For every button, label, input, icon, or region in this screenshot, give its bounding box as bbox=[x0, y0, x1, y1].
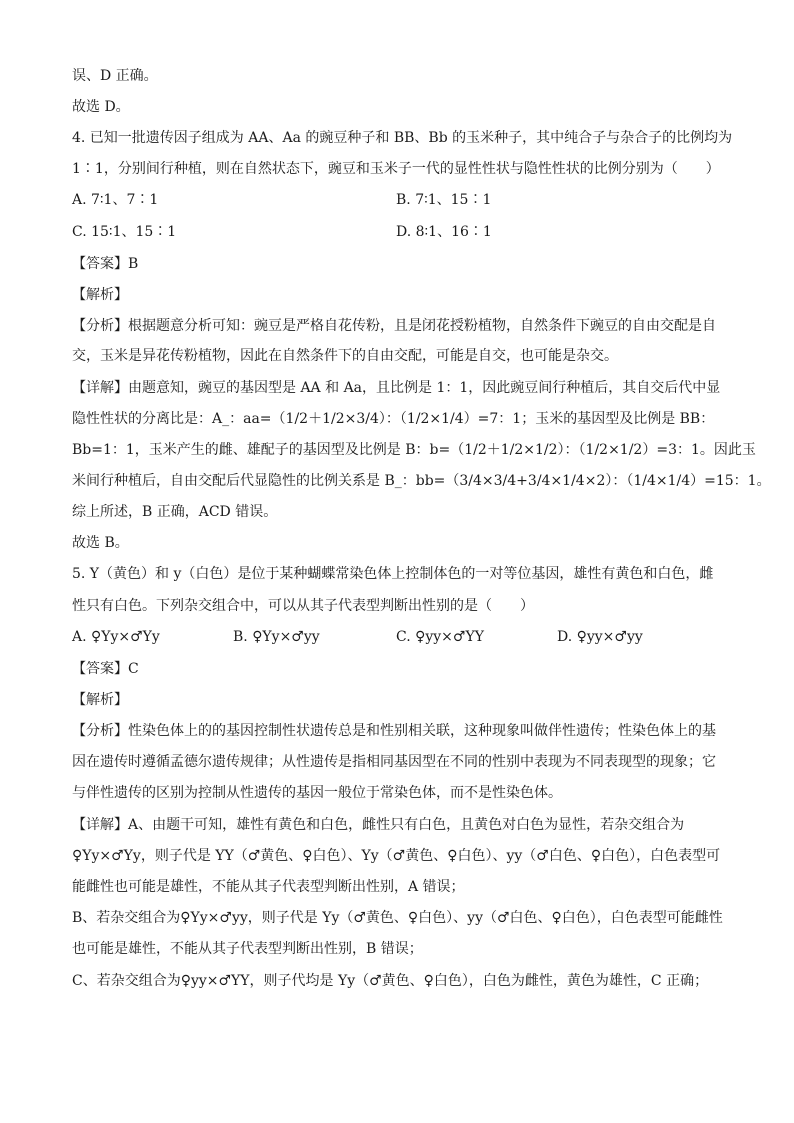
text-line: C、若杂交组合为♀yy×♂YY，则子代均是 Yy（♂黄色、♀白色），白色为雌性，黄色为雄性，C 正确； bbox=[72, 973, 709, 989]
text-line: 交，玉米是异花传粉植物，因此在自然条件下的自由交配，可能是自交，也可能是杂交。 bbox=[72, 348, 618, 364]
text-line: 综上所述，B 正确，ACD 错误。 bbox=[72, 504, 278, 520]
text-line: 也可能是雄性，不能从其子代表型判断出性别，B 错误； bbox=[72, 941, 423, 957]
q4-option-c: C. 15∶1、15∶1 bbox=[72, 224, 177, 240]
answer-label: 【答案】C bbox=[72, 661, 139, 677]
q5-option-b: B. ♀Yy×♂yy bbox=[233, 629, 320, 645]
text-line: ♀Yy×♂Yy，则子代是 YY（♂黄色、♀白色）、Yy（♂黄色、♀白色）、yy（♂白色、♀白色），白色表型可 bbox=[72, 848, 721, 864]
q4-option-b: B. 7∶1、15∶1 bbox=[396, 192, 492, 208]
text-line: 【分析】根据题意分析可知：豌豆是严格自花传粉，且是闭花授粉植物，自然条件下豌豆的自由交配是自 bbox=[72, 318, 716, 334]
text-line: 隐性性状的分离比是：A_：aa=（1/2＋1/2×3/4）：（1/2×1/4）=7：1；玉米的基因型及比例是 BB： bbox=[72, 411, 715, 427]
text-line: 误、D 正确。 bbox=[72, 68, 158, 84]
q5-option-a: A. ♀Yy×♂Yy bbox=[72, 629, 160, 645]
q5-option-d: D. ♀yy×♂yy bbox=[557, 629, 643, 645]
analysis-heading: 【解析】 bbox=[72, 692, 128, 708]
text-line: B、若杂交组合为♀Yy×♂yy，则子代是 Yy（♂黄色、♀白色）、yy（♂白色、♀白色），白色表型可能雌性 bbox=[72, 910, 723, 926]
question-4-stem: 4. 已知一批遗传因子组成为 AA、Aa 的豌豆种子和 BB、Bb 的玉米种子，其中纯合子与杂合子的比例均为 bbox=[72, 130, 733, 146]
text-line: 故选 B。 bbox=[72, 535, 129, 551]
question-5-stem: 5. Y（黄色）和 y（白色）是位于某种蝴蝶常染色体上控制体色的一对等位基因，雄性有黄色和白色，雌 bbox=[72, 566, 714, 582]
text-line: 【详解】A、由题干可知，雄性有黄色和白色，雌性只有白色，且黄色对白色为显性，若杂交组合为 bbox=[72, 817, 685, 833]
text-line: 与伴性遗传的区别为控制从性遗传的基因一般位于常染色体，而不是性染色体。 bbox=[72, 785, 562, 801]
question-4-stem: 1∶1，分别间行种植，则在自然状态下，豌豆和玉米子一代的显性性状与隐性性状的比例分别为（ ） bbox=[72, 161, 720, 177]
answer-label: 【答案】B bbox=[72, 256, 139, 272]
q5-option-c: C. ♀yy×♂YY bbox=[396, 629, 484, 645]
text-line: 因在遗传时遵循孟德尔遗传规律；从性遗传是指相同基因型在不同的性别中表现为不同表现型的现象；它 bbox=[72, 754, 716, 770]
text-line: 故选 D。 bbox=[72, 99, 130, 115]
text-line: 能雌性也可能是雄性，不能从其子代表型判断出性别，A 错误； bbox=[72, 879, 465, 895]
text-line: 【分析】性染色体上的的基因控制性状遗传总是和性别相关联，这种现象叫做伴性遗传；性染色体上的基 bbox=[72, 723, 716, 739]
text-line: 【详解】由题意知，豌豆的基因型是 AA 和 Aa，且比例是 1：1，因此豌豆间行种植后，其自交后代中显 bbox=[72, 380, 721, 396]
text-line: 米间行种植后，自由交配后代显隐性的比例关系是 B_：bb=（3/4×3/4+3/4×1/4×2）：（1/4×1/4）=15：1。 bbox=[72, 473, 771, 489]
q4-option-a: A. 7∶1、7∶1 bbox=[72, 192, 159, 208]
question-5-stem: 性只有白色。下列杂交组合中，可以从其子代表型判断出性别的是（ ） bbox=[72, 598, 534, 614]
analysis-heading: 【解析】 bbox=[72, 287, 128, 303]
q4-option-d: D. 8∶1、16∶1 bbox=[396, 224, 492, 240]
text-line: Bb=1：1，玉米产生的雌、雄配子的基因型及比例是 B：b=（1/2＋1/2×1/2）：（1/2×1/2）=3：1。因此玉 bbox=[72, 442, 756, 458]
